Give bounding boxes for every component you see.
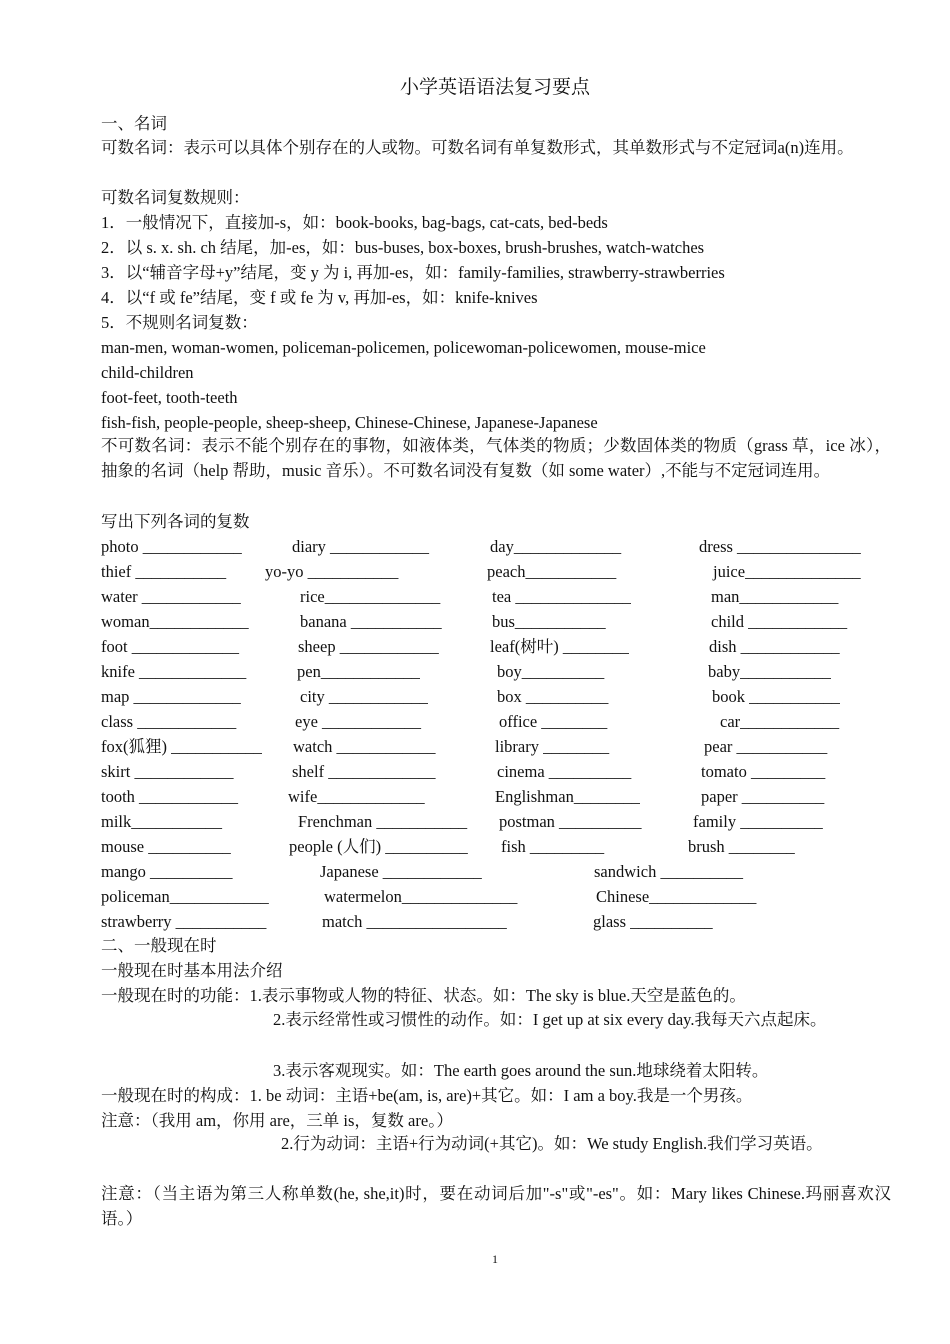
exercise-item: office ________ bbox=[499, 712, 608, 731]
exercise-item: diary ____________ bbox=[292, 537, 430, 556]
rule-item: 3．以“辅音字母+y”结尾，变 y 为 i, 再加-es，如：family-families, strawberry-strawberries bbox=[101, 263, 725, 282]
exercise-item: cinema __________ bbox=[497, 762, 632, 781]
exercise-item: photo ____________ bbox=[101, 537, 242, 556]
exercise-item: mouse __________ bbox=[101, 837, 231, 856]
exercise-item: policeman____________ bbox=[101, 887, 269, 906]
exercise-item: city ____________ bbox=[300, 687, 428, 706]
present-structure-1: 一般现在时的构成：1. be 动词：主语+be(am, is, are)+其它。如：I am a boy.我是一个男孩。 bbox=[101, 1086, 753, 1105]
exercise-item: tomato _________ bbox=[701, 762, 826, 781]
exercise-item: leaf(树叶) ________ bbox=[490, 637, 629, 656]
exercise-item: brush ________ bbox=[688, 837, 795, 856]
exercise-item: box __________ bbox=[497, 687, 609, 706]
exercise-heading: 写出下列各词的复数 bbox=[101, 512, 250, 531]
exercise-item: Englishman________ bbox=[495, 787, 640, 806]
exercise-item: foot _____________ bbox=[101, 637, 239, 656]
exercise-item: rice______________ bbox=[300, 587, 441, 606]
exercise-item: peach___________ bbox=[487, 562, 617, 581]
exercise-item: sheep ____________ bbox=[298, 637, 439, 656]
exercise-item: tooth ____________ bbox=[101, 787, 239, 806]
exercise-item: sandwich __________ bbox=[594, 862, 743, 881]
exercise-item: dress _______________ bbox=[699, 537, 861, 556]
exercise-item: car____________ bbox=[720, 712, 840, 731]
rule-item: 1．一般情况下，直接加-s，如：book-books, bag-bags, cat-cats, bed-beds bbox=[101, 213, 608, 232]
exercise-item: Japanese ____________ bbox=[320, 862, 482, 881]
exercise-item: bus___________ bbox=[492, 612, 606, 631]
rule-item: 5．不规则名词复数： bbox=[101, 313, 258, 332]
exercise-item: family __________ bbox=[693, 812, 823, 831]
present-note-2: 注意：（当主语为第三人称单数(he, she,it)时，要在动词后加"-s"或"-es"。如：Mary likes Chinese.玛丽喜欢汉语。） bbox=[101, 1184, 891, 1228]
rule-item: 4．以“f 或 fe”结尾，变 f 或 fe 为 v, 再加-es，如：knife-knives bbox=[101, 288, 538, 307]
exercise-item: postman __________ bbox=[499, 812, 642, 831]
exercise-item: watch ____________ bbox=[293, 737, 436, 756]
present-function-3: 3.表示客观现实。如：The earth goes around the sun.地球绕着太阳转。 bbox=[273, 1061, 769, 1080]
exercise-item: child ____________ bbox=[711, 612, 848, 631]
exercise-item: skirt ____________ bbox=[101, 762, 234, 781]
exercise-item: Frenchman ___________ bbox=[298, 812, 468, 831]
exercise-item: dish ____________ bbox=[709, 637, 840, 656]
exercise-item: juice______________ bbox=[713, 562, 861, 581]
exercise-item: woman____________ bbox=[101, 612, 249, 631]
exercise-item: day_____________ bbox=[490, 537, 622, 556]
exercise-item: book ___________ bbox=[712, 687, 840, 706]
exercise-item: milk___________ bbox=[101, 812, 223, 831]
irregular-line: man-men, woman-women, policeman-policemen, policewoman-policewomen, mouse-mice bbox=[101, 338, 706, 357]
uncountable-definition: 不可数名词：表示不能个别存在的事物，如液体类，气体类的物质；少数固体类的物质（grass 草，ice 冰），抽象的名词（help 帮助，music 音乐）。不可数名词没有复数（如 some water）,不能与不定冠词连用。 bbox=[101, 436, 891, 480]
page-number: 1 bbox=[492, 1252, 498, 1266]
irregular-line: child-children bbox=[101, 363, 194, 382]
exercise-item: tea ______________ bbox=[492, 587, 631, 606]
irregular-line: foot-feet, tooth-teeth bbox=[101, 388, 238, 407]
exercise-item: library ________ bbox=[495, 737, 610, 756]
exercise-item: paper __________ bbox=[701, 787, 825, 806]
exercise-item: man____________ bbox=[711, 587, 839, 606]
page-title: 小学英语语法复习要点 bbox=[399, 77, 590, 98]
exercise-item: people (人们) __________ bbox=[289, 837, 468, 856]
exercise-item: map _____________ bbox=[101, 687, 241, 706]
countable-definition: 可数名词：表示可以具体个别存在的人或物。可数名词有单复数形式，其单数形式与不定冠词a(n)连用。 bbox=[101, 138, 854, 157]
exercise-item: fox(狐狸) ___________ bbox=[101, 737, 262, 756]
present-intro: 一般现在时基本用法介绍 bbox=[101, 961, 283, 980]
exercise-item: fish _________ bbox=[501, 837, 605, 856]
exercise-item: wife_____________ bbox=[288, 787, 425, 806]
exercise-item: banana ___________ bbox=[300, 612, 442, 631]
present-structure-2: 2.行为动词：主语+行为动词(+其它)。如：We study English.我们学习英语。 bbox=[281, 1134, 823, 1153]
exercise-item: thief ___________ bbox=[101, 562, 227, 581]
exercise-item: strawberry ___________ bbox=[101, 912, 267, 931]
present-function-1: 一般现在时的功能：1.表示事物或人物的特征、状态。如：The sky is blue.天空是蓝色的。 bbox=[101, 986, 746, 1005]
exercise-item: watermelon______________ bbox=[324, 887, 518, 906]
present-note-1: 注意：（我用 am，你用 are，三单 is，复数 are。） bbox=[101, 1111, 453, 1130]
exercise-item: shelf _____________ bbox=[292, 762, 436, 781]
exercise-item: baby___________ bbox=[708, 662, 831, 681]
exercise-item: eye ____________ bbox=[295, 712, 422, 731]
exercise-item: glass __________ bbox=[593, 912, 713, 931]
exercise-item: boy__________ bbox=[497, 662, 605, 681]
rule-item: 2．以 s. x. sh. ch 结尾，加-es，如：bus-buses, box-boxes, brush-brushes, watch-watches bbox=[101, 238, 705, 257]
exercise-item: mango __________ bbox=[101, 862, 233, 881]
exercise-item: yo-yo ___________ bbox=[265, 562, 399, 581]
irregular-line: fish-fish, people-people, sheep-sheep, Chinese-Chinese, Japanese-Japanese bbox=[101, 413, 598, 432]
exercise-item: knife _____________ bbox=[101, 662, 247, 681]
exercise-item: match _________________ bbox=[322, 912, 507, 931]
rules-heading: 可数名词复数规则： bbox=[101, 188, 250, 207]
exercise-item: pen____________ bbox=[297, 662, 420, 681]
exercise-item: class ____________ bbox=[101, 712, 237, 731]
present-function-2: 2.表示经常性或习惯性的动作。如：I get up at six every day.我每天六点起床。 bbox=[273, 1010, 827, 1029]
present-heading: 二、一般现在时 bbox=[101, 936, 217, 955]
exercise-item: pear ___________ bbox=[704, 737, 828, 756]
noun-heading: 一、名词 bbox=[101, 114, 167, 133]
exercise-item: Chinese_____________ bbox=[596, 887, 757, 906]
exercise-item: water ____________ bbox=[101, 587, 241, 606]
